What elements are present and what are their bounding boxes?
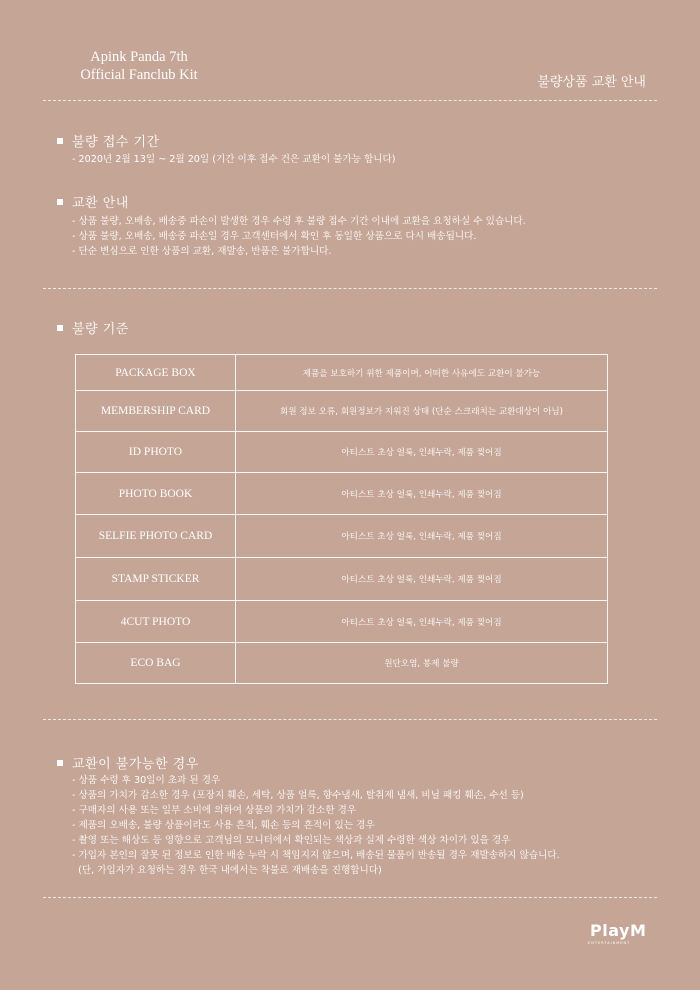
criteria-desc: 아티스트 초상 얼룩, 인쇄누락, 제품 찢어짐: [236, 515, 608, 558]
table-row: [76, 355, 608, 391]
criteria-desc: 제품을 보호하기 위한 제품이며, 어떠한 사유에도 교환이 불가능: [236, 355, 608, 391]
square-bullet-icon: [57, 325, 63, 331]
table-row: [76, 601, 608, 643]
table-row: [76, 558, 608, 601]
not-exchangeable-line: (단, 가입자가 요청하는 경우 한국 내에서는 착불로 재배송을 진행합니다): [72, 865, 382, 876]
not-exchangeable-line: - 상품의 가치가 감소한 경우 (포장지 훼손, 세탁, 상품 얼룩, 향수냄새, 탈취제 냄새, 비닐 패킹 훼손, 수선 등): [72, 790, 524, 801]
criteria-desc: 아티스트 초상 얼룩, 인쇄누락, 제품 찢어짐: [236, 558, 608, 601]
playm-logo-subtext: ENTERTAINMENT: [588, 941, 631, 945]
section-not-exchangeable-title: 교환이 불가능한 경우: [57, 753, 199, 772]
exchange-line: - 상품 불량, 오배송, 배송중 파손이 발생한 경우 수령 후 불량 접수 기간 이내에 교환을 요청하실 수 있습니다.: [72, 216, 526, 227]
divider: [43, 897, 657, 898]
criteria-item: PACKAGE BOX: [76, 355, 236, 391]
square-bullet-icon: [57, 760, 63, 766]
section-criteria-title: 불량 기준: [57, 318, 129, 337]
table-row: [76, 515, 608, 558]
criteria-desc: 원단오염, 봉제 불량: [236, 643, 608, 684]
criteria-item: SELFIE PHOTO CARD: [76, 515, 236, 558]
exchange-lines: [72, 214, 526, 259]
kit-title-line2: Official Fanclub Kit: [80, 67, 198, 83]
not-exchangeable-line: - 구매자의 사용 또는 일부 소비에 의하여 상품의 가치가 감소한 경우: [72, 805, 357, 816]
divider: [43, 288, 657, 289]
square-bullet-icon: [57, 199, 63, 205]
playm-logo: PlayM: [590, 921, 647, 940]
period-lines: [72, 152, 396, 167]
kit-title-line1: Apink Panda 7th: [90, 49, 188, 65]
criteria-item: MEMBERSHIP CARD: [76, 391, 236, 432]
divider: [43, 100, 657, 101]
table-row: [76, 432, 608, 473]
criteria-desc: 아티스트 초상 얼룩, 인쇄누락, 제품 찢어짐: [236, 473, 608, 515]
criteria-item: STAMP STICKER: [76, 558, 236, 601]
table-row: [76, 473, 608, 515]
criteria-desc: 아티스트 초상 얼룩, 인쇄누락, 제품 찢어짐: [236, 601, 608, 643]
divider: [43, 719, 657, 720]
exchange-line: - 상품 불량, 오배송, 배송중 파손일 경우 고객센터에서 확인 후 동일한 상품으로 다시 배송됩니다.: [72, 231, 477, 242]
criteria-item: PHOTO BOOK: [76, 473, 236, 515]
not-exchangeable-line: - 가입자 본인의 잘못 된 정보로 인한 배송 누락 시 책임지지 않으며, 배송된 물품이 반송될 경우 재발송하지 않습니다.: [72, 850, 560, 861]
table-row: [76, 391, 608, 432]
section-exchange-title: 교환 안내: [57, 192, 129, 211]
criteria-item: ID PHOTO: [76, 432, 236, 473]
period-line: - 2020년 2월 13일 ~ 2월 20일 (기간 이후 접수 건은 교환이 불가능 합니다): [72, 154, 396, 165]
not-exchangeable-line: - 상품 수령 후 30일이 초과 된 경우: [72, 775, 221, 786]
criteria-desc: 아티스트 초상 얼룩, 인쇄누락, 제품 찢어짐: [236, 432, 608, 473]
exchange-line: - 단순 변심으로 인한 상품의 교환, 재발송, 반품은 불가합니다.: [72, 246, 332, 257]
criteria-item: ECO BAG: [76, 643, 236, 684]
not-exchangeable-line: - 제품의 오배송, 불량 상품이라도 사용 흔적, 훼손 등의 흔적이 있는 경우: [72, 820, 375, 831]
not-exchangeable-line: - 촬영 또는 해상도 등 영향으로 고객님의 모니터에서 확인되는 색상과 실제 수령한 색상 차이가 있을 경우: [72, 835, 511, 846]
kit-title: [0, 48, 278, 84]
document-title: 불량상품 교환 안내: [537, 75, 646, 90]
criteria-desc: 회원 정보 오류, 회원정보가 지워진 상태 (단순 스크래치는 교환대상이 아님): [236, 391, 608, 432]
table-row: [76, 643, 608, 684]
square-bullet-icon: [57, 138, 63, 144]
criteria-table: [75, 354, 608, 684]
criteria-item: 4CUT PHOTO: [76, 601, 236, 643]
section-period-title: 불량 접수 기간: [57, 131, 160, 150]
not-exchangeable-lines: [72, 773, 560, 878]
